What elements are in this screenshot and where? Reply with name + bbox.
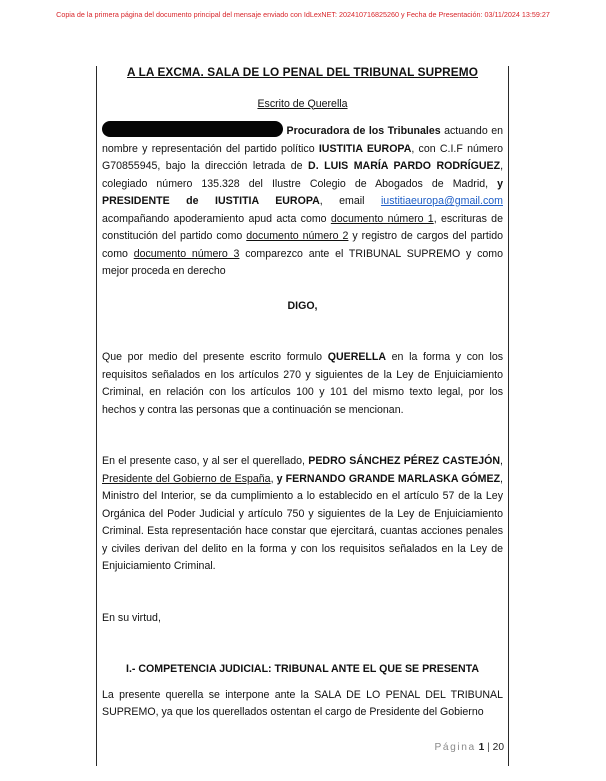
page-footer [400,742,504,753]
left-margin-line [96,66,97,766]
document-subtitle: Escrito de Querella [257,97,348,110]
defendants-paragraph [102,453,503,576]
party-name: IUSTITIA EUROPA [318,142,412,155]
president-title: y PRESIDENTE de IUSTITIA EUROPA [102,177,503,207]
section-1-heading: I.- COMPETENCIA JUDICIAL: TRIBUNAL ANTE EL QUE SE PRESENTA [126,663,479,675]
lawyer-name: D. LUIS MARÍA PARDO RODRÍGUEZ [308,160,501,172]
paragraph-text: en la forma y con los requisitos señalados en los artículos 270 y siguientes de la Ley de Enjuiciamiento Criminal, en relación con los artículos 100 y 101 del mismo texto legal, por los hechos y contra las personas que a continuación se mencionan. [102,351,504,416]
paragraph-text: Que por medio del presente escrito formulo [102,351,328,363]
page-number: 1 [478,742,485,753]
paragraph-text: Ministro del Interior, se da cumplimiento a lo establecido en el artículo 57 de la Ley Orgánica del Poder Judicial y artículo 750 y siguientes de la Ley de Enjuiciamiento Criminal. Esta representación hace constar que ejercitará, cuantas acciones penales y civiles derivan del delito en la forma y con los requisitos señalados en la Ley de Enjuiciamiento Criminal. [102,490,503,572]
document-reference-2: documento número 2 [246,230,349,242]
intro-paragraph [102,121,503,281]
querella-paragraph [102,349,503,419]
intro-text: , escrituras de constitución del partido como [102,212,503,242]
email-link[interactable]: iustitiaeuropa@gmail.com [380,195,503,207]
page-label: Página [434,742,476,753]
procurador-role: Procuradora de los Tribunales [286,125,441,137]
page-separator: | [487,742,490,753]
digo-heading: DIGO, [287,299,318,312]
intro-text: , con C.I.F número G70855945, bajo la dirección letrada de [102,142,503,172]
document-page [102,64,503,722]
page-total: 20 [492,742,504,753]
submission-stamp: Copia de la primera página del documento principal del mensaje enviado con IdLexNET: 202410716825260 y Fecha de Presentación: 03/11/2024 13:59:27 [56,10,550,19]
intro-text: y registro de cargos del partido como [102,230,503,260]
defendant-1-role: Presidente del Gobierno de España [102,472,271,485]
document-reference-1: documento número 1 [330,212,434,225]
intro-text: acompañando apoderamiento apud acta como [102,212,331,225]
querella-keyword: QUERELLA [327,351,386,363]
redaction-mark [102,121,283,137]
punctuation: , [500,455,503,467]
paragraph-text: En el presente caso, y al ser el querellado, [102,455,309,467]
intro-text: comparezco ante el TRIBUNAL SUPREMO y como mejor proceda en derecho [102,247,503,277]
punctuation: , [500,472,503,485]
intro-text: , email [319,195,381,207]
document-reference-3: documento número 3 [133,247,240,260]
punctuation: , [270,472,277,485]
defendant-1-name: PEDRO SÁNCHEZ PÉREZ CASTEJÓN [308,455,501,467]
right-margin-line [508,66,509,766]
intro-text: , colegiado número 135.328 del Ilustre Colegio de Abogados de Madrid, [102,160,504,190]
competencia-paragraph: La presente querella se interpone ante la SALA DE LO PENAL DEL TRIBUNAL SUPREMO, ya que los querellados ostentan el cargo de Presidente del Gobierno [102,688,503,718]
en-su-virtud: En su virtud, [102,611,161,624]
document-title: A LA EXCMA. SALA DE LO PENAL DEL TRIBUNAL SUPREMO [127,65,478,79]
defendant-2-name: y FERNANDO GRANDE MARLASKA GÓMEZ [276,472,501,485]
intro-text: actuando en nombre y representación del partido político [102,125,503,155]
